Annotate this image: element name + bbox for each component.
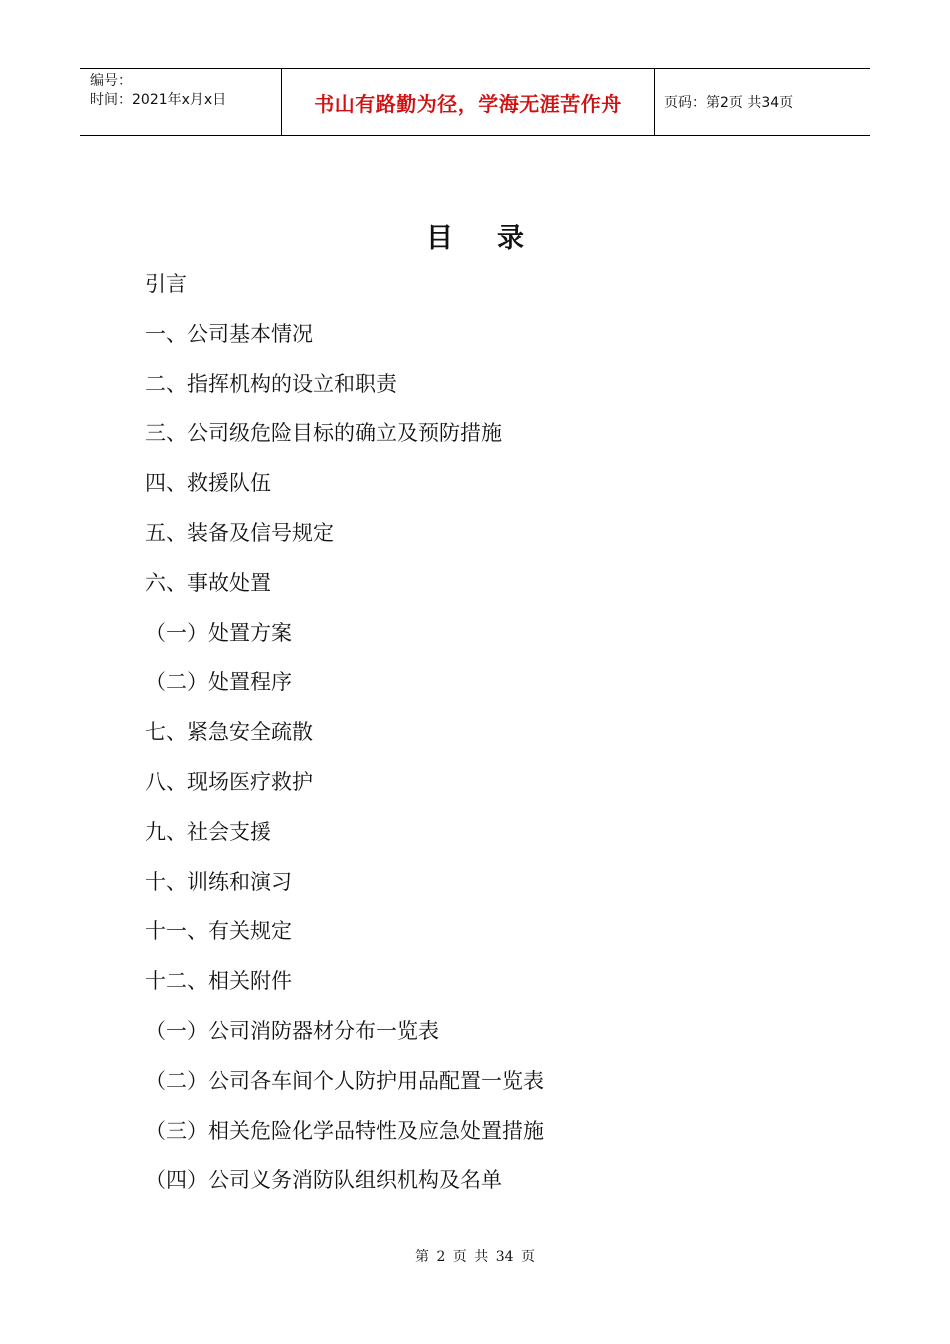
- toc-item: 二、指挥机构的设立和职责: [145, 371, 397, 396]
- header-motto: 书山有路勤为径，学海无涯苦作舟: [314, 91, 622, 116]
- toc-item: 一、公司基本情况: [145, 321, 313, 346]
- toc-title: 目录: [426, 223, 568, 254]
- toc-item: 十二、相关附件: [145, 969, 292, 994]
- document-header: [80, 68, 870, 136]
- toc-item: 五、装备及信号规定: [145, 520, 334, 545]
- toc-item: 四、救援队伍: [145, 471, 271, 496]
- toc-subitem: （一）处置方案: [145, 620, 292, 645]
- toc-item: 十、训练和演习: [145, 869, 292, 894]
- toc-subitem: （四）公司义务消防队组织机构及名单: [145, 1168, 502, 1193]
- toc-item: 三、公司级危险目标的确立及预防措施: [145, 421, 502, 446]
- toc-item: 六、事故处置: [145, 570, 271, 595]
- toc-list: [145, 265, 544, 1211]
- header-divider-right: [654, 69, 655, 135]
- page-footer: 第 2 页 共 34 页: [415, 1249, 535, 1265]
- toc-subitem: （二）处置程序: [145, 670, 292, 695]
- toc-item: 九、社会支援: [145, 819, 271, 844]
- header-number-label: 编号：: [90, 73, 132, 89]
- header-time-label: 时间：2021年x月x日: [90, 92, 227, 108]
- toc-subitem: （一）公司消防器材分布一览表: [145, 1018, 439, 1043]
- toc-item: 七、紧急安全疏散: [145, 720, 313, 745]
- toc-item: 引言: [145, 272, 187, 296]
- toc-subitem: （二）公司各车间个人防护用品配置一览表: [145, 1068, 544, 1093]
- header-page-info: 页码：第2页 共34页: [664, 95, 794, 111]
- toc-item: 十一、有关规定: [145, 919, 292, 944]
- toc-item: 八、现场医疗救护: [145, 769, 313, 794]
- toc-subitem: （三）相关危险化学品特性及应急处置措施: [145, 1118, 544, 1143]
- header-meta: [80, 69, 281, 135]
